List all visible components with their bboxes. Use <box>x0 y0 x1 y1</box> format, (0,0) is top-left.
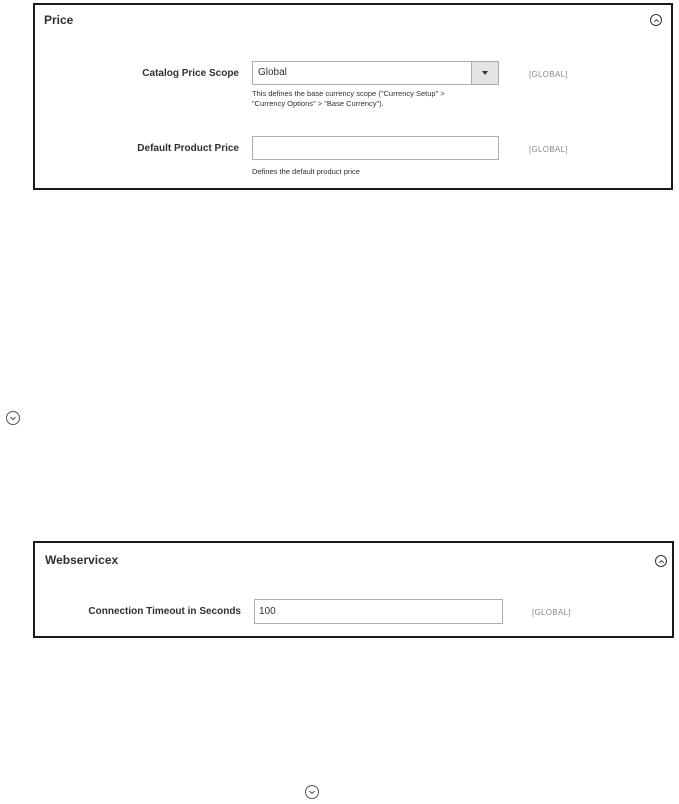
catalog-price-scope-scope: [GLOBAL] <box>529 70 568 79</box>
catalog-price-scope-note-2: "Currency Options" > "Base Currency"). <box>252 99 384 108</box>
collapse-webservicex-section-button[interactable] <box>655 555 667 567</box>
connection-timeout-label: Connection Timeout in Seconds <box>88 606 241 617</box>
default-product-price-scope: [GLOBAL] <box>529 145 568 154</box>
webservicex-section <box>33 541 674 638</box>
chevron-down-icon <box>308 788 316 796</box>
chevron-up-icon <box>653 17 660 24</box>
chevron-down-icon <box>9 414 17 422</box>
catalog-price-scope-note-1: This defines the base currency scope ("Currency Setup" > <box>252 89 445 98</box>
default-product-price-note: Defines the default product price <box>252 167 360 176</box>
catalog-price-scope-select[interactable] <box>252 61 499 85</box>
expand-section-button[interactable] <box>6 411 20 425</box>
default-product-price-input[interactable] <box>252 136 499 160</box>
collapse-price-section-button[interactable] <box>650 14 662 26</box>
caret-down-icon <box>482 71 488 75</box>
price-section-title[interactable]: Price <box>44 13 74 27</box>
expand-section-button-bottom[interactable] <box>305 785 319 799</box>
default-product-price-label: Default Product Price <box>137 143 239 154</box>
chevron-up-icon <box>658 558 665 565</box>
catalog-price-scope-value: Global <box>258 67 287 78</box>
dropdown-arrow[interactable] <box>471 62 498 84</box>
webservicex-section-title[interactable]: Webservicex <box>45 553 119 567</box>
connection-timeout-input[interactable] <box>254 599 503 624</box>
price-section <box>33 3 673 190</box>
catalog-price-scope-label: Catalog Price Scope <box>142 68 239 79</box>
connection-timeout-scope: [GLOBAL] <box>532 608 571 617</box>
